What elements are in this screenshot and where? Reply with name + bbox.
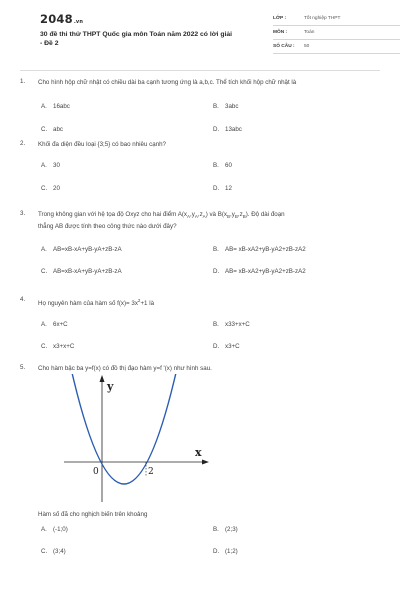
option-letter: D.: [213, 126, 220, 133]
option-letter: B.: [213, 103, 219, 110]
question-number: 2.: [20, 140, 26, 147]
option-text: 3abc: [225, 103, 239, 110]
subscript: B: [234, 214, 238, 220]
root-label: 2: [148, 467, 154, 477]
option-letter: B.: [213, 162, 219, 169]
text-part: ). Độ dài đoạn: [245, 211, 285, 218]
option-letter: B.: [213, 321, 219, 329]
option-a[interactable]: [41, 321, 68, 328]
option-a[interactable]: [41, 103, 70, 110]
option-text: x33+x+C: [225, 321, 250, 329]
option-text: x3+x+C: [53, 343, 75, 351]
site-logo[interactable]: [40, 12, 83, 26]
option-letter: D.: [213, 185, 220, 192]
exam-title: 30 đề thi thử THPT Quốc gia môn Toán năm 2022 có lời giải - Đề 2: [40, 31, 233, 47]
option-text: 6x+C: [53, 321, 68, 329]
graph-svg: [60, 374, 210, 504]
derivative-graph: [60, 374, 210, 504]
superscript: 2: [137, 298, 141, 303]
question-options: [38, 88, 382, 133]
text-part: ,y: [230, 211, 235, 218]
y-axis-label: y: [107, 380, 114, 393]
option-text: x3+C: [225, 343, 240, 351]
question-number: 1.: [20, 78, 26, 85]
text-part: ) và B(x: [205, 211, 228, 218]
logo-text: 2048: [40, 12, 73, 26]
question-4: [20, 296, 382, 364]
text-part: ,z: [237, 211, 243, 218]
option-b[interactable]: [213, 321, 250, 328]
derivative-curve: [70, 374, 178, 484]
option-text: 20: [53, 185, 60, 192]
x-axis-arrow-icon: [202, 460, 209, 465]
question-5: [20, 364, 382, 555]
option-letter: A.: [41, 162, 47, 169]
question-list: [20, 78, 382, 555]
option-letter: D.: [213, 268, 220, 276]
logo-suffix: .vn: [73, 19, 84, 25]
question-2: [20, 140, 382, 210]
subscript: B: [227, 214, 231, 220]
question-number: 4.: [20, 296, 26, 303]
subscript: B: [242, 214, 246, 220]
option-text: 60: [225, 162, 232, 169]
option-letter: C.: [41, 185, 48, 192]
subscript: A: [186, 214, 190, 220]
option-c[interactable]: [41, 268, 122, 275]
option-letter: D.: [213, 343, 220, 351]
option-letter: B.: [213, 526, 219, 533]
option-letter: C.: [41, 548, 48, 555]
option-text: (1;2): [225, 548, 238, 555]
text-part: +1 là: [140, 300, 155, 308]
option-d[interactable]: [213, 343, 240, 350]
question-text: [38, 210, 382, 232]
option-text: AB= xB-xA2+yB-yA2+zB-zA2: [225, 268, 306, 276]
question-text: Khối đa diện đều loại {3;5} có bao nhiêu cạnh?: [38, 141, 166, 148]
option-a[interactable]: [41, 246, 122, 253]
exam-meta: [273, 14, 400, 56]
option-d[interactable]: [213, 126, 242, 133]
question-number: 3.: [20, 210, 26, 217]
option-c[interactable]: [41, 548, 66, 555]
option-text: (3;4): [53, 548, 66, 555]
text-part: thẳng AB được tính theo công thức nào dưới đây?: [38, 223, 177, 231]
question-text: [38, 296, 382, 309]
page-header: [20, 0, 380, 58]
option-letter: C.: [41, 343, 48, 351]
option-letter: A.: [41, 526, 47, 533]
question-3: [20, 210, 382, 296]
option-letter: C.: [41, 268, 48, 276]
option-letter: A.: [41, 103, 47, 110]
option-text: 13abc: [225, 126, 242, 133]
meta-subject-row: [273, 28, 400, 40]
text-part: ,y: [190, 211, 195, 218]
text-part: ,z: [197, 211, 203, 218]
option-text: AB= xB-xA2+yB-yA2+zB-zA2: [225, 246, 306, 254]
meta-value: 50: [304, 44, 310, 49]
question-subtext: Hàm số đã cho nghịch biến trên khoảng: [38, 511, 148, 518]
meta-class-row: [273, 14, 400, 26]
option-text: 16abc: [53, 103, 70, 110]
option-c[interactable]: [41, 126, 63, 133]
option-letter: B.: [213, 246, 219, 254]
origin-label: 0: [93, 467, 99, 477]
option-d[interactable]: [213, 548, 238, 555]
option-text: (2;3): [225, 526, 238, 533]
question-number: 5.: [20, 364, 26, 371]
option-letter: A.: [41, 321, 47, 329]
y-axis-arrow-icon: [100, 375, 105, 382]
subscript: A: [194, 214, 198, 220]
option-d[interactable]: [213, 185, 232, 192]
meta-count-row: [273, 42, 400, 54]
option-c[interactable]: [41, 185, 60, 192]
option-a[interactable]: [41, 526, 68, 533]
option-a[interactable]: [41, 162, 60, 169]
x-axis-label: x: [195, 446, 202, 459]
meta-label: MÔN :: [273, 30, 288, 35]
option-b[interactable]: [213, 162, 232, 169]
option-text: abc: [53, 126, 63, 133]
subscript: A: [202, 214, 206, 220]
text-part: Trong không gian với hệ tọa độ Oxyz cho hai điểm A(x: [38, 211, 187, 218]
option-b[interactable]: [213, 103, 238, 110]
question-text: Cho hình hộp chữ nhật có chiều dài ba cạnh tương ứng là a,b,c. Thể tích khối hộp chữ nhật là: [38, 79, 297, 86]
option-text: AB=xB-xA+yB-yA+zB-zA: [53, 246, 122, 254]
option-letter: A.: [41, 246, 47, 254]
option-text: 12: [225, 185, 232, 192]
option-text: (-1;0): [53, 526, 68, 533]
question-text: Cho hàm bậc ba y=f(x) có đồ thị đạo hàm y=f '(x) như hình sau.: [38, 365, 212, 372]
meta-value: Tốt nghiệp THPT: [304, 16, 341, 21]
option-letter: D.: [213, 548, 220, 555]
option-b[interactable]: [213, 526, 238, 533]
text-part: Họ nguyên hàm của hàm số f(x)= 3x: [38, 300, 138, 308]
meta-value: Toán: [304, 30, 315, 35]
option-text: AB=xB-xA+yB-yA+zB-zA: [53, 268, 122, 276]
option-d[interactable]: [213, 268, 306, 275]
option-b[interactable]: [213, 246, 306, 253]
question-1: [20, 78, 382, 140]
meta-label: LỚP :: [273, 16, 287, 21]
option-letter: C.: [41, 126, 48, 133]
option-text: 30: [53, 162, 60, 169]
header-divider: [20, 70, 380, 71]
option-c[interactable]: [41, 343, 74, 350]
meta-label: SỐ CÂU :: [273, 44, 295, 49]
